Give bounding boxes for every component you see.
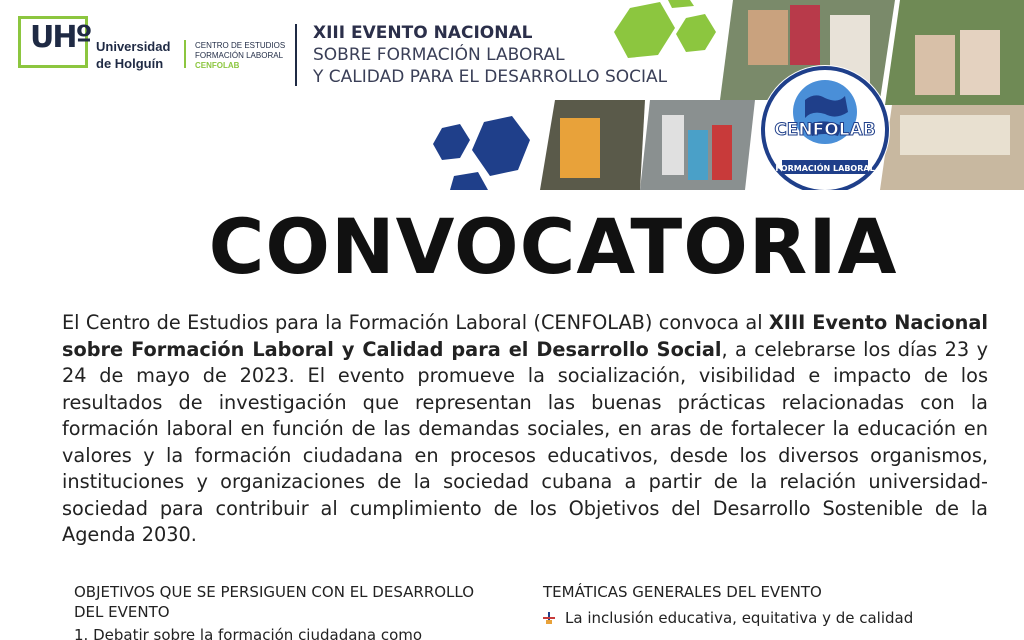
- green-hexagon: [668, 0, 694, 8]
- intro-event-name: XIII Evento Nacional sobre Formación Laboral y Calidad para el Desarrollo Social: [62, 311, 988, 361]
- event-name-line3: Y CALIDAD PARA EL DESARROLLO SOCIAL: [313, 67, 668, 87]
- blue-hexagon: [472, 116, 530, 176]
- photo-person: [748, 10, 788, 65]
- green-hexagon: [614, 2, 675, 58]
- university-logo-mark: UHº: [30, 20, 91, 55]
- photo-person: [960, 30, 1000, 95]
- photo-person: [790, 5, 820, 65]
- list-item: 1. Debatir sobre la formación ciudadana como: [74, 626, 423, 640]
- photo-person: [915, 35, 955, 95]
- photo-collage: [0, 0, 1024, 190]
- cross-bullet-icon: [543, 612, 555, 624]
- centro-line1: CENTRO DE ESTUDIOS: [195, 41, 286, 50]
- themes-section: [543, 582, 963, 628]
- university-name-line1: Universidad: [96, 39, 171, 54]
- cenfolab-badge-text: CENFOLAB: [774, 120, 876, 140]
- objectives-section: [74, 582, 504, 640]
- photo-person: [688, 130, 708, 180]
- photo-person: [560, 118, 600, 178]
- theme-item-text: La inclusión educativa, equitativa y de calidad: [565, 609, 914, 627]
- blue-hexagon: [450, 172, 488, 190]
- photo-person: [662, 115, 684, 175]
- page-title: CONVOCATORIA: [208, 202, 898, 291]
- centro-line3: CENFOLAB: [195, 61, 240, 70]
- centro-line2: FORMACIÓN LABORAL: [195, 51, 284, 60]
- university-name-line2: de Holguín: [96, 56, 164, 71]
- blue-hexagon: [433, 124, 470, 160]
- green-hexagon: [676, 14, 716, 52]
- event-name-line1: XIII EVENTO NACIONAL: [313, 23, 533, 43]
- cenfolab-badge-subtext: FORMACIÓN LABORAL: [775, 164, 875, 173]
- intro-paragraph: [62, 310, 988, 549]
- objectives-heading: OBJETIVOS QUE SE PERSIGUEN CON EL DESARROLLO DEL EVENTO: [74, 583, 475, 621]
- intro-text-part1: El Centro de Estudios para la Formación Laboral (CENFOLAB) convoca al: [62, 311, 769, 334]
- themes-heading: TEMÁTICAS GENERALES DEL EVENTO: [543, 583, 822, 601]
- event-name-line2: SOBRE FORMACIÓN LABORAL: [313, 45, 565, 65]
- event-header: [0, 0, 1024, 190]
- photo-object: [900, 115, 1010, 155]
- intro-text-part2: , a celebrarse los días 23 y 24 de mayo de 2023. El evento promueve la socialización, visibilidad e impacto de los resultados de investigación que representan las buenas prácticas relacionadas con la formación laboral en función de las demandas sociales, en aras de fortalecer la educación en valores y la formación ciudadana en procesos educativos, desde los diversos organismos, instituciones y organizaciones de la sociedad cubana a partir de la relación universidad-sociedad para contribuir al cumplimiento de los Objetivos del Desarrollo Sostenible de la Agenda 2030.: [62, 337, 988, 546]
- list-item: [543, 608, 963, 628]
- photo-person: [712, 125, 732, 180]
